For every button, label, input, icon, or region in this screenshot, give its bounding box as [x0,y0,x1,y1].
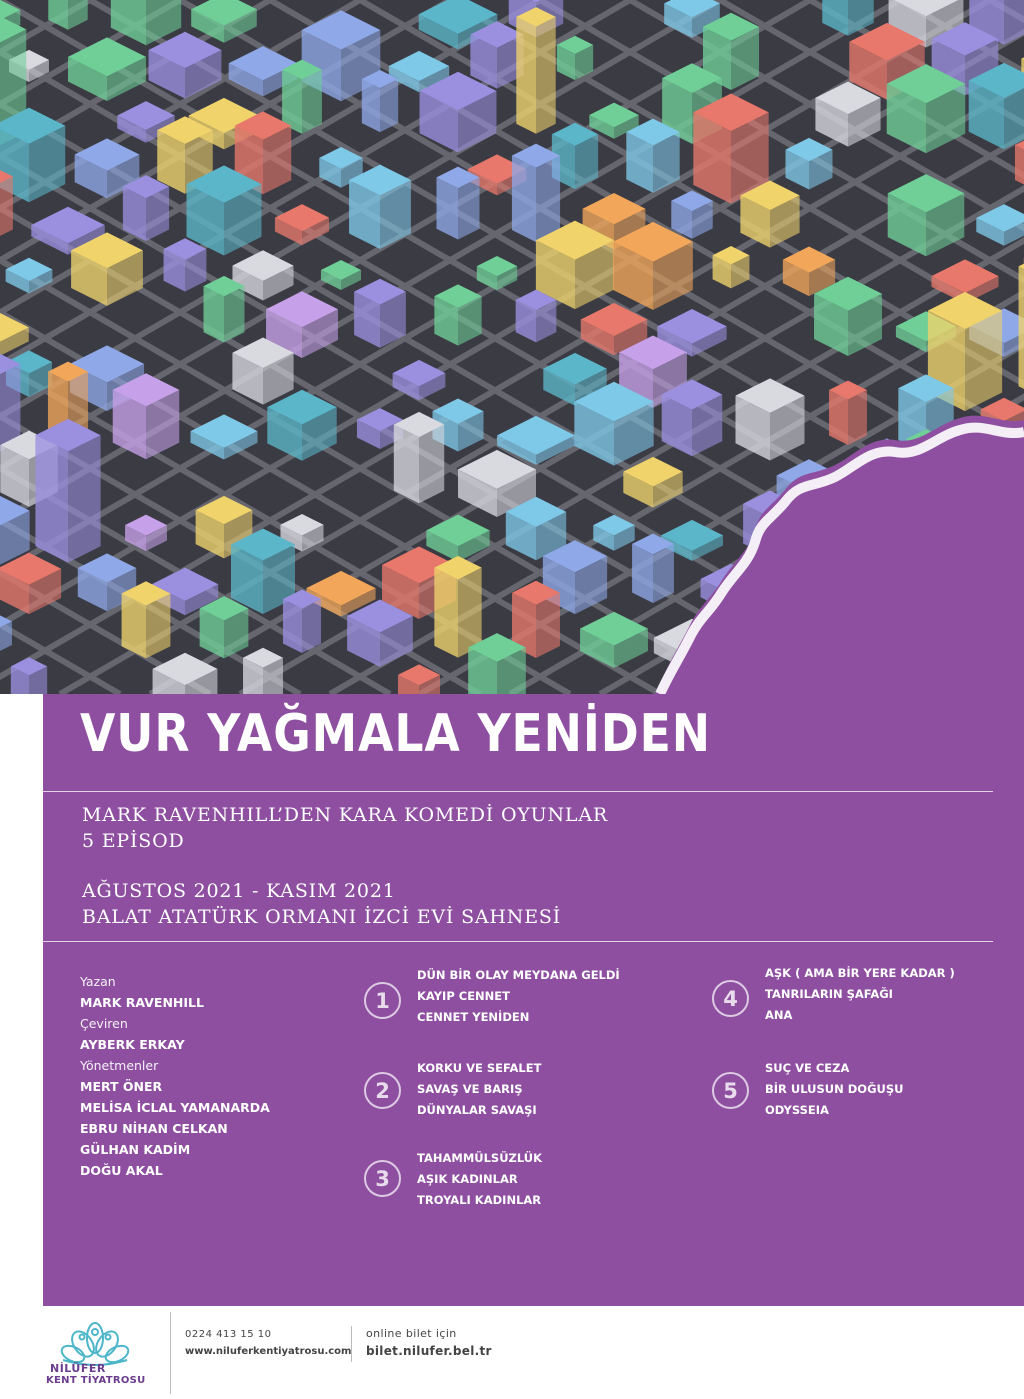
building [626,119,679,193]
building [354,279,406,348]
credits-list [80,971,360,1181]
building [1019,254,1024,398]
play-title: TAHAMMÜLSÜZLÜK [417,1151,543,1165]
building [0,165,13,241]
episode-number-1: 1 [364,982,401,1019]
building [632,533,674,602]
credit-name: AYBERK ERKAY [80,1037,185,1052]
poster-subtitle-line1: MARK RAVENHILL’DEN KARA KOMEDİ OYUNLAR [82,804,608,826]
play-title: KORKU VE SEFALET [417,1061,542,1075]
city-illustration [0,0,1024,694]
poster-venue: BALAT ATATÜRK ORMANI İZCİ EVİ SAHNESİ [82,906,561,928]
play-title: AŞK ( AMA BİR YERE KADAR ) [765,966,955,980]
building [35,419,100,563]
building [186,165,261,255]
play-title: KAYIP CENNET [417,989,510,1003]
building [662,379,723,456]
footer-ticket-link[interactable]: bilet.nilufer.bel.tr [366,1344,492,1358]
credit-name: EBRU NİHAN CELKAN [80,1121,228,1136]
building [434,556,481,658]
building [516,7,555,134]
building [436,167,479,240]
play-title: SAVAŞ VE BARIŞ [417,1082,523,1096]
play-title: AŞIK KADINLAR [417,1172,518,1186]
credit-label: Yazan [80,974,116,989]
play-title: TANRILARIN ŞAFAĞI [765,987,893,1001]
play-title: TROYALI KADINLAR [417,1193,542,1207]
play-title: DÜNYALAR SAVAŞI [417,1103,537,1117]
play-title: ANA [765,1008,793,1022]
episode-plays-5 [765,1058,903,1121]
play-title: DÜN BİR OLAY MEYDANA GELDİ [417,968,620,982]
logo-text-kent-tiyatrosu: KENT TİYATROSU [46,1375,146,1386]
building [282,60,322,134]
divider-middle [43,941,993,942]
play-title: BİR ULUSUN DOĞUŞU [765,1082,904,1096]
play-title: SUÇ VE CEZA [765,1061,850,1075]
episode-number-2: 2 [364,1072,401,1109]
episode-number-5: 5 [712,1072,749,1109]
episode-plays-3 [417,1148,542,1211]
episode-number-3: 3 [364,1160,401,1197]
divider-top [43,791,993,792]
play-title: ODYSSEIA [765,1103,829,1117]
credit-name: MARK RAVENHILL [80,995,204,1010]
episode-plays-2 [417,1058,541,1121]
footer-divider-2 [351,1326,352,1362]
footer-online-label: online bilet için [366,1327,457,1340]
building [122,581,171,658]
building [123,175,169,241]
building [829,381,867,445]
credit-label: Çeviren [80,1016,128,1031]
building [394,412,444,503]
building [512,144,560,242]
poster-subtitle-line2: 5 EPİSOD [82,830,185,852]
episode-plays-1 [417,965,620,1028]
footer-phone: 0224 413 15 10 [185,1329,272,1340]
building [349,165,411,249]
building [557,36,593,80]
credit-name: DOĞU AKAL [80,1163,163,1178]
building [516,290,557,343]
building [283,589,321,653]
episode-plays-4 [765,963,955,1026]
episode-number-4: 4 [712,980,749,1017]
footer-divider-1 [170,1312,171,1394]
credit-name: MERT ÖNER [80,1079,163,1094]
play-title: CENNET YENİDEN [417,1010,530,1024]
building [470,21,523,89]
building [164,238,207,291]
building [735,378,804,460]
footer-website-link[interactable]: www.niluferkentiyatrosu.com [185,1346,352,1357]
credit-name: MELİSA İCLAL YAMANARDA [80,1100,270,1115]
building [113,373,180,459]
poster-dates: AĞUSTOS 2021 - KASIM 2021 [82,880,396,902]
poster-title: VUR YAĞMALA YENİDEN [80,704,711,764]
building [204,276,245,343]
credit-name: GÜLHAN KADİM [80,1142,191,1157]
logo-text-nilufer: NİLÜFER [50,1362,106,1375]
building [200,596,249,658]
credit-label: Yönetmenler [80,1058,159,1073]
building [362,70,398,132]
building [434,284,481,345]
